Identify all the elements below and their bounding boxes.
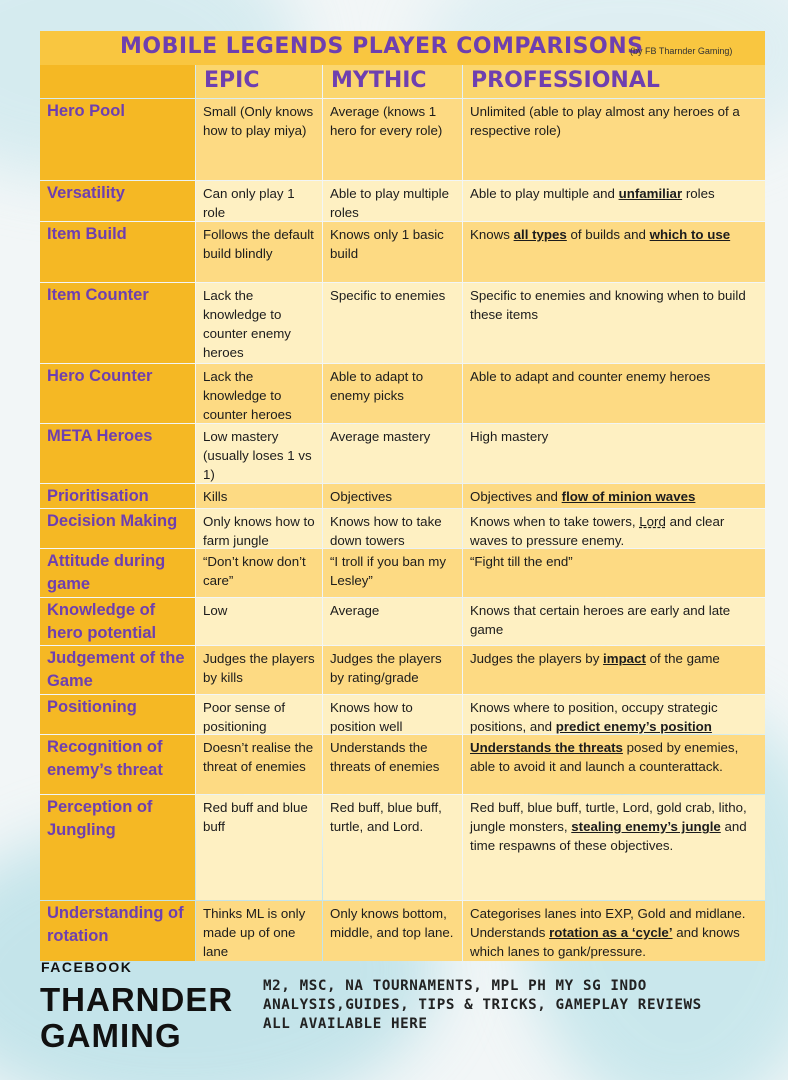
comparison-table	[40, 31, 765, 959]
table-row	[40, 283, 765, 363]
pro-cell: Categorises lanes into EXP, Gold and midlane. Understands rotation as a ‘cycle’ and knows which lanes to gank/pressure.	[463, 901, 765, 961]
facebook-label: FACEBOOK	[41, 959, 133, 975]
emphasis-threats: Understands the threats	[470, 740, 623, 755]
pro-cell: High mastery	[463, 424, 765, 483]
epic-cell: Small (Only knows how to play miya)	[196, 99, 322, 180]
mythic-cell: Knows how to position well	[323, 695, 462, 734]
epic-cell: Can only play 1 role	[196, 181, 322, 221]
pro-cell: Knows when to take towers, Lord and clear waves to pressure enemy.	[463, 509, 765, 548]
table-row	[40, 99, 765, 180]
emphasis-all-types: all types	[513, 227, 567, 242]
mythic-cell: Red buff, blue buff, turtle, and Lord.	[323, 795, 462, 900]
pro-cell: Understands the threats posed by enemies, able to avoid it and launch a counterattack.	[463, 735, 765, 794]
mythic-cell: Understands the threats of enemies	[323, 735, 462, 794]
header-mythic: MYTHIC	[323, 65, 462, 98]
epic-cell: Doesn’t realise the threat of enemies	[196, 735, 322, 794]
mythic-cell: Specific to enemies	[323, 283, 462, 363]
title-row	[40, 31, 765, 65]
emphasis-stealing: stealing enemy’s jungle	[571, 819, 721, 834]
row-label: Positioning	[40, 695, 195, 734]
table-row	[40, 901, 765, 961]
epic-cell: Poor sense of positioning	[196, 695, 322, 734]
epic-cell: Red buff and blue buff	[196, 795, 322, 900]
pro-cell: Knows where to position, occupy strategic positions, and predict enemy’s position	[463, 695, 765, 734]
table-row	[40, 222, 765, 282]
row-label: META Heroes	[40, 424, 195, 483]
mythic-cell: Average mastery	[323, 424, 462, 483]
epic-cell: Lack the knowledge to counter enemy heroes	[196, 283, 322, 363]
table-row	[40, 695, 765, 734]
header-blank	[40, 65, 195, 98]
tagline-line3: ALL AVAILABLE HERE	[263, 1016, 428, 1032]
epic-cell: Only knows how to farm jungle	[196, 509, 322, 548]
row-label: Understanding of rotation	[40, 901, 195, 961]
table-row	[40, 424, 765, 483]
pro-cell: Knows that certain heroes are early and late game	[463, 598, 765, 645]
brand-name-line2: GAMING	[40, 1017, 182, 1054]
credit-text: (by FB Tharnder Gaming)	[630, 46, 733, 56]
mythic-cell: Knows only 1 basic build	[323, 222, 462, 282]
epic-cell: Low mastery (usually loses 1 vs 1)	[196, 424, 322, 483]
pro-cell: Objectives and flow of minion waves	[463, 484, 765, 508]
mythic-cell: “I troll if you ban my Lesley”	[323, 549, 462, 597]
table-row	[40, 598, 765, 645]
brand-name	[40, 982, 233, 1054]
brand-name-line1: THARNDER	[40, 981, 234, 1018]
epic-cell: Lack the knowledge to counter heroes	[196, 364, 322, 423]
epic-cell: Judges the players by kills	[196, 646, 322, 694]
mythic-cell: Only knows bottom, middle, and top lane.	[323, 901, 462, 961]
emphasis-predict: predict enemy’s position	[555, 719, 712, 734]
table-row	[40, 735, 765, 794]
pro-cell: Unlimited (able to play almost any heroes of a respective role)	[463, 99, 765, 180]
row-label: Perception of Jungling	[40, 795, 195, 900]
mythic-cell: Objectives	[323, 484, 462, 508]
tagline-line1: M2, MSC, NA TOURNAMENTS, MPL PH MY SG INDO	[263, 978, 647, 994]
emphasis-flow: flow of minion waves	[561, 489, 696, 504]
table-row	[40, 484, 765, 508]
tagline-line2: ANALYSIS,GUIDES, TIPS & TRICKS, GAMEPLAY REVIEWS	[263, 997, 702, 1013]
emphasis-impact: impact	[603, 651, 646, 666]
tagline	[263, 977, 702, 1034]
row-label: Decision Making	[40, 509, 195, 548]
epic-cell: “Don’t know don’t care”	[196, 549, 322, 597]
pro-cell: Able to adapt and counter enemy heroes	[463, 364, 765, 423]
epic-cell: Follows the default build blindly	[196, 222, 322, 282]
pro-cell: Red buff, blue buff, turtle, Lord, gold crab, litho, jungle monsters, stealing enemy’s jungle and time respawns of these objectives.	[463, 795, 765, 900]
row-label: Item Counter	[40, 283, 195, 363]
row-label: Item Build	[40, 222, 195, 282]
pro-cell: Specific to enemies and knowing when to build these items	[463, 283, 765, 363]
mythic-cell: Able to adapt to enemy picks	[323, 364, 462, 423]
row-label: Hero Pool	[40, 99, 195, 180]
emphasis-rotation: rotation as a ‘cycle’	[549, 925, 673, 940]
table-row	[40, 795, 765, 900]
row-label: Attitude during game	[40, 549, 195, 597]
pro-cell: Judges the players by impact of the game	[463, 646, 765, 694]
table-row	[40, 549, 765, 597]
row-label: Judgement of the Game	[40, 646, 195, 694]
mythic-cell: Average (knows 1 hero for every role)	[323, 99, 462, 180]
row-label: Hero Counter	[40, 364, 195, 423]
table-row	[40, 181, 765, 221]
table-row	[40, 509, 765, 548]
table-row	[40, 646, 765, 694]
emphasis-unfamiliar: unfamiliar	[618, 186, 683, 201]
mythic-cell: Average	[323, 598, 462, 645]
epic-cell: Kills	[196, 484, 322, 508]
pro-cell: Able to play multiple and unfamiliar roles	[463, 181, 765, 221]
page-title: MOBILE LEGENDS PLAYER COMPARISONS	[120, 34, 644, 59]
epic-cell: Low	[196, 598, 322, 645]
epic-cell: Thinks ML is only made up of one lane	[196, 901, 322, 961]
row-label: Knowledge of hero potential	[40, 598, 195, 645]
mythic-cell: Judges the players by rating/grade	[323, 646, 462, 694]
table-row	[40, 364, 765, 423]
row-label: Recognition of enemy’s threat	[40, 735, 195, 794]
header-epic: EPIC	[196, 65, 322, 98]
row-label: Versatility	[40, 181, 195, 221]
emphasis-lord: Lord	[639, 514, 666, 529]
row-label: Prioritisation	[40, 484, 195, 508]
emphasis-which-to-use: which to use	[649, 227, 731, 242]
mythic-cell: Knows how to take down towers	[323, 509, 462, 548]
pro-cell: “Fight till the end”	[463, 549, 765, 597]
pro-cell: Knows all types of builds and which to use	[463, 222, 765, 282]
header-professional: PROFESSIONAL	[463, 65, 765, 98]
mythic-cell: Able to play multiple roles	[323, 181, 462, 221]
